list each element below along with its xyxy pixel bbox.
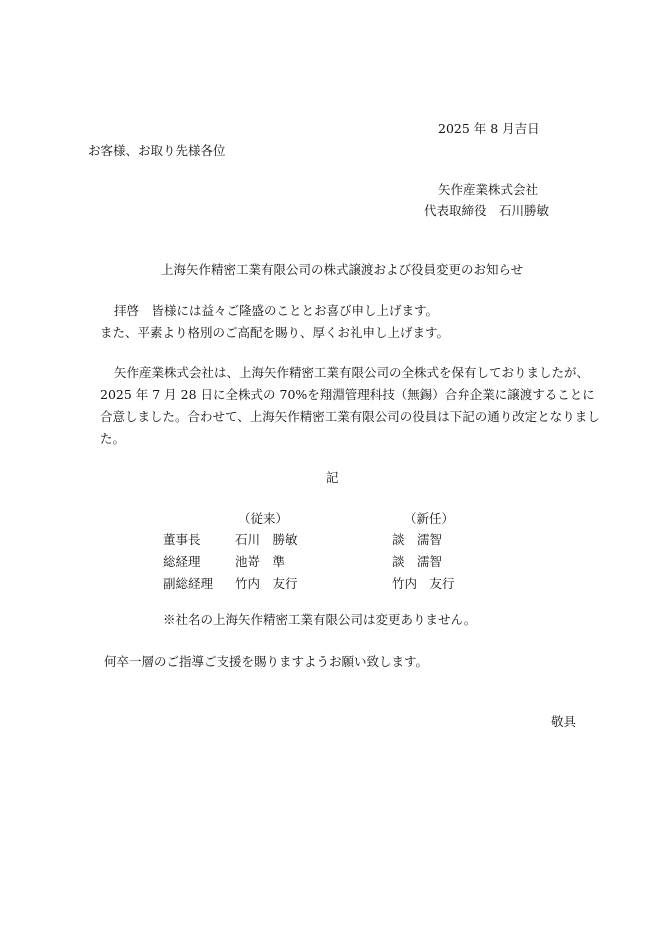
closing-phrase: 敬具 xyxy=(551,714,577,729)
body-line: た。 xyxy=(100,431,126,446)
row-old-officer: 池嵜 準 xyxy=(235,554,286,569)
row-new-officer: 談 濡智 xyxy=(392,532,443,547)
row-role: 副総経理 xyxy=(163,576,214,591)
ki-marker: 記 xyxy=(326,470,339,485)
closing-request: 何卒一層のご指導ご支援を賜りますようお願い致します。 xyxy=(104,654,429,669)
recipient-line: お客様、お取り先様各位 xyxy=(88,143,226,158)
row-role: 総経理 xyxy=(163,554,201,569)
body-line: 合意しました。合わせて、上海矢作精密工業有限公司の役員は下記の通り改定となりまし xyxy=(100,409,600,424)
row-role: 董事長 xyxy=(163,532,201,547)
company-name-note: ※社名の上海矢作精密工業有限公司は変更ありません。 xyxy=(163,612,477,627)
row-new-officer: 談 濡智 xyxy=(392,554,443,569)
body-line: 矢作産業株式会社は、上海矢作精密工業有限公司の全株式を保有しておりましたが、 xyxy=(114,365,590,380)
row-new-officer: 竹内 友行 xyxy=(392,576,455,591)
letter-date: 2025 年 8 月吉日 xyxy=(438,121,540,136)
document-title: 上海矢作精密工業有限公司の株式譲渡および役員変更のお知らせ xyxy=(161,262,524,277)
sender-person: 代表取締役 石川勝敏 xyxy=(424,203,550,218)
row-old-officer: 竹内 友行 xyxy=(235,576,298,591)
body-line: 2025 年 7 月 28 日に全株式の 70%を翔淵管理科技（無錫）合弁企業に譲渡することに xyxy=(100,387,595,402)
greeting-line-1: 拝啓 皆様には益々ご隆盛のこととお喜び申し上げます。 xyxy=(114,303,439,318)
row-old-officer: 石川 勝敏 xyxy=(235,532,298,547)
table-header-old: （従来） xyxy=(238,511,289,526)
table-header-new: （新任） xyxy=(404,511,455,526)
greeting-line-2: また、平素より格別のご高配を賜り、厚くお礼申し上げます。 xyxy=(100,325,450,340)
sender-company: 矢作産業株式会社 xyxy=(438,182,539,197)
body-paragraph xyxy=(100,362,600,450)
